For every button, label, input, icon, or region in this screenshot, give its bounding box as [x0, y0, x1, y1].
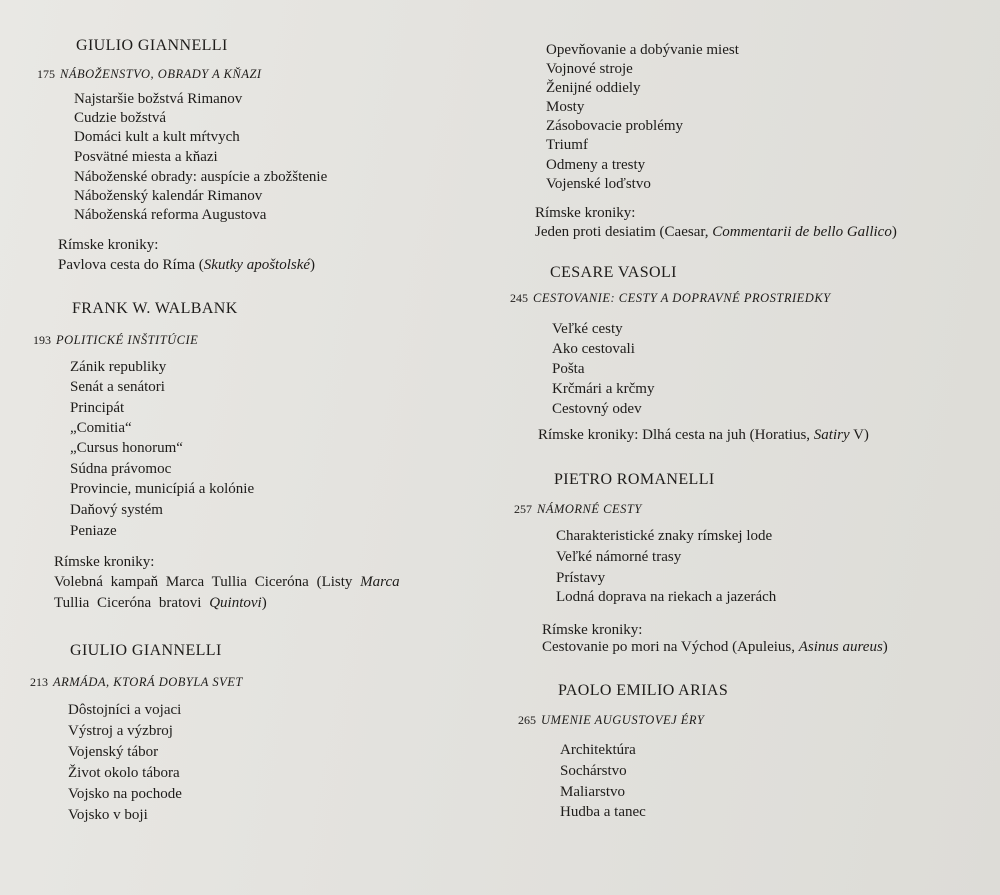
list-item: Veľké námorné trasy [556, 549, 682, 565]
list-item: Daňový systém [70, 502, 163, 518]
kroniky-entry: Jeden proti desiatim (Caesar, Commentarii de bello Gallico) [535, 224, 897, 240]
section-author: CESARE VASOLI [550, 264, 677, 281]
list-item: „Cursus honorum“ [70, 440, 183, 456]
list-item: Cestovný odev [552, 401, 642, 417]
kroniky-entry: Volebná kampaň Marca Tullia Ciceróna (Listy Marca [54, 574, 400, 590]
list-item: Náboženské obrady: auspície a zbožštenie [74, 169, 328, 185]
section-page-number: 257 [514, 502, 532, 516]
list-item: Krčmári a krčmy [552, 381, 655, 397]
list-item: Hudba a tanec [560, 804, 646, 820]
list-item: Provincie, municípiá a kolónie [70, 481, 255, 497]
list-item: Maliarstvo [560, 784, 625, 800]
list-item: Dôstojníci a vojaci [68, 702, 182, 718]
list-item: Sochárstvo [560, 763, 627, 779]
list-item: Ako cestovali [552, 341, 635, 357]
section-heading [510, 292, 831, 305]
section-heading [518, 714, 704, 727]
kroniky-entry: Pavlova cesta do Ríma (Skutky apoštolské) [58, 257, 316, 273]
section-page-number: 265 [518, 713, 536, 727]
section-author: GIULIO GIANNELLI [70, 642, 222, 659]
kroniky-label: Rímske kroniky: [542, 622, 643, 638]
list-item: Vojsko v boji [68, 807, 148, 823]
section-author: PIETRO ROMANELLI [554, 471, 715, 488]
list-item: Najstaršie božstvá Rimanov [74, 91, 243, 107]
section-heading [514, 503, 642, 516]
section-page-number: 193 [33, 333, 51, 347]
list-item: Triumf [546, 137, 588, 153]
list-item: Náboženský kalendár Rimanov [74, 188, 263, 204]
list-item: Pošta [552, 361, 585, 377]
list-item: Zásobovacie problémy [546, 118, 684, 134]
list-item: Náboženská reforma Augustova [74, 207, 267, 223]
list-item: Život okolo tábora [68, 765, 180, 781]
list-item: Ženijné oddiely [546, 80, 641, 96]
list-item: Vojnové stroje [546, 61, 633, 77]
section-author: FRANK W. WALBANK [72, 300, 238, 317]
list-item: Senát a senátori [70, 379, 165, 395]
section-page-number: 245 [510, 291, 528, 305]
list-item: Charakteristické znaky rímskej lode [556, 528, 773, 544]
kroniky-entry: Cestovanie po mori na Východ (Apuleius, Asinus aureus) [542, 639, 888, 655]
kroniky-label: Rímske kroniky: [535, 205, 636, 221]
list-item: Výstroj a výzbroj [68, 723, 173, 739]
list-item: Súdna právomoc [70, 461, 172, 477]
section-title: NÁMORNÉ CESTY [537, 502, 642, 516]
kroniky-entry-cont: Tullia Ciceróna bratovi Quintovi) [54, 595, 267, 611]
list-item: Zánik republiky [70, 359, 167, 375]
section-page-number: 175 [37, 67, 55, 81]
list-item: Odmeny a tresty [546, 157, 646, 173]
section-title: POLITICKÉ INŠTITÚCIE [56, 333, 199, 347]
list-item: Principát [70, 400, 125, 416]
section-page-number: 213 [30, 675, 48, 689]
list-item: Opevňovanie a dobývanie miest [546, 42, 739, 58]
list-item: Vojenský tábor [68, 744, 159, 760]
list-item: Vojenské loďstvo [546, 176, 651, 192]
kroniky-label: Rímske kroniky: [54, 554, 155, 570]
list-item: Domáci kult a kult mŕtvych [74, 129, 240, 145]
section-title: UMENIE AUGUSTOVEJ ÉRY [541, 713, 705, 727]
list-item: Lodná doprava na riekach a jazerách [556, 589, 777, 605]
list-item: Peniaze [70, 523, 117, 539]
section-author: PAOLO EMILIO ARIAS [558, 682, 729, 699]
list-item: Cudzie božstvá [74, 110, 167, 126]
list-item: Posvätné miesta a kňazi [74, 149, 218, 165]
list-item: Vojsko na pochode [68, 786, 182, 802]
kroniky-label: Rímske kroniky: [58, 237, 159, 253]
list-item: Prístavy [556, 570, 606, 586]
section-title: ARMÁDA, KTORÁ DOBYLA SVET [53, 675, 243, 689]
section-author: GIULIO GIANNELLI [76, 37, 228, 54]
section-title: NÁBOŽENSTVO, OBRADY A KŇAZI [60, 67, 262, 81]
list-item: „Comitia“ [70, 420, 132, 436]
list-item: Mosty [546, 99, 585, 115]
section-title: CESTOVANIE: CESTY A DOPRAVNÉ PROSTRIEDKY [533, 291, 831, 305]
list-item: Architektúra [560, 742, 636, 758]
kroniky-entry: Rímske kroniky: Dlhá cesta na juh (Horatius, Satiry V) [538, 427, 869, 443]
list-item: Veľké cesty [552, 321, 623, 337]
